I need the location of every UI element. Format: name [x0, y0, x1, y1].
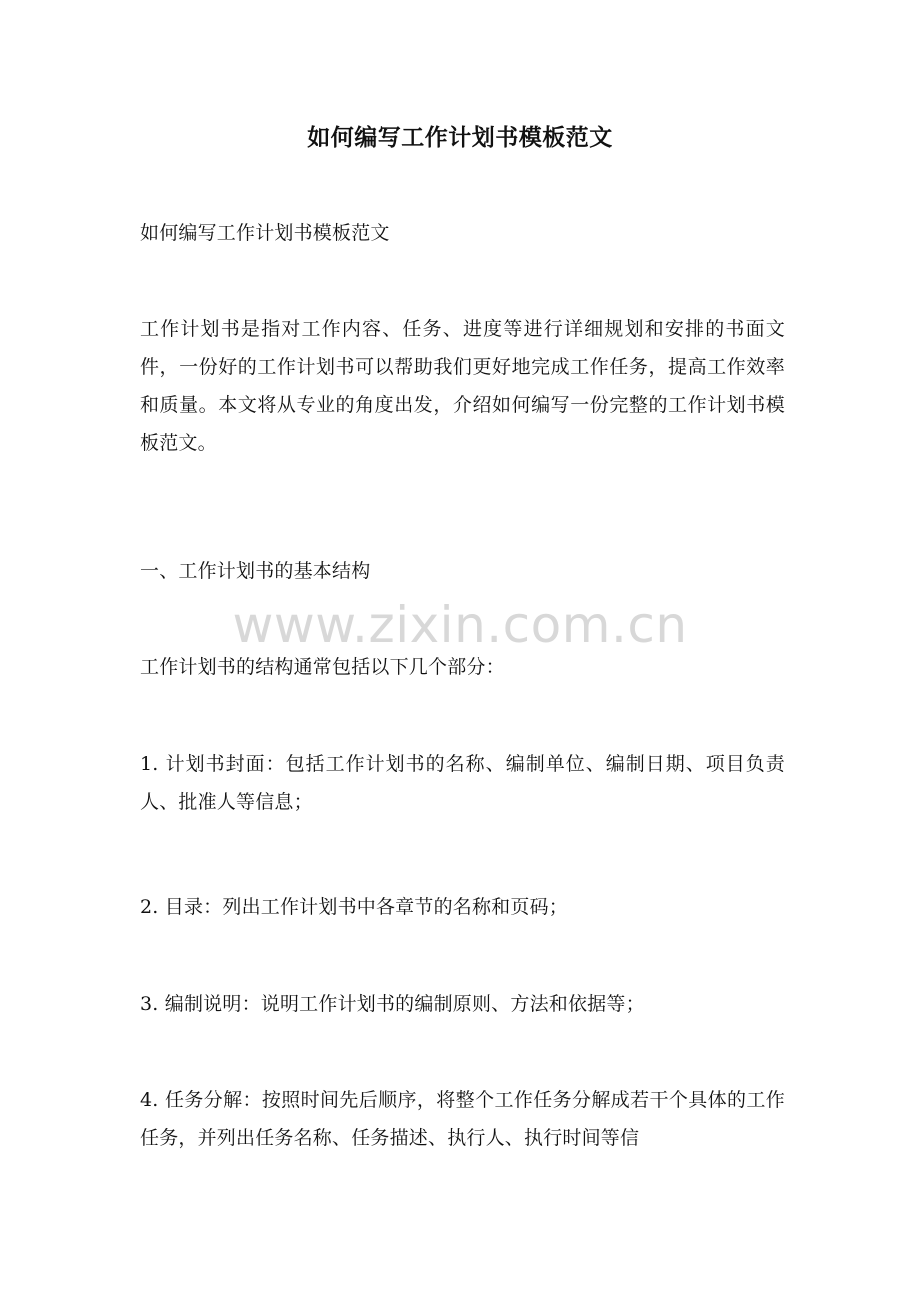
section-lead: 工作计划书的结构通常包括以下几个部分： [140, 656, 505, 678]
document-title: 如何编写工作计划书模板范文 [307, 124, 613, 151]
list-item-task-breakdown: 4. 任务分解：按照时间先后顺序，将整个工作任务分解成若干个具体的工作任务，并列出任务名称、任务描述、执行人、执行时间等信 [140, 1089, 785, 1149]
list-item-cover: 1. 计划书封面：包括工作计划书的名称、编制单位、编制日期、项目负责人、批准人等信息； [140, 753, 785, 813]
intro-paragraph: 工作计划书是指对工作内容、任务、进度等进行详细规划和安排的书面文件，一份好的工作计划书可以帮助我们更好地完成工作任务，提高工作效率和质量。本文将从专业的角度出发，介绍如何编写一份完整的工作计划书模板范文。 [140, 318, 785, 454]
watermark: www.zixin.com.cn [232, 596, 688, 654]
list-item-instructions: 3. 编制说明：说明工作计划书的编制原则、方法和依据等； [140, 993, 645, 1015]
section-heading: 一、工作计划书的基本结构 [140, 560, 371, 582]
list-item-contents: 2. 目录：列出工作计划书中各章节的名称和页码； [140, 896, 568, 918]
document-subtitle: 如何编写工作计划书模板范文 [140, 222, 390, 244]
